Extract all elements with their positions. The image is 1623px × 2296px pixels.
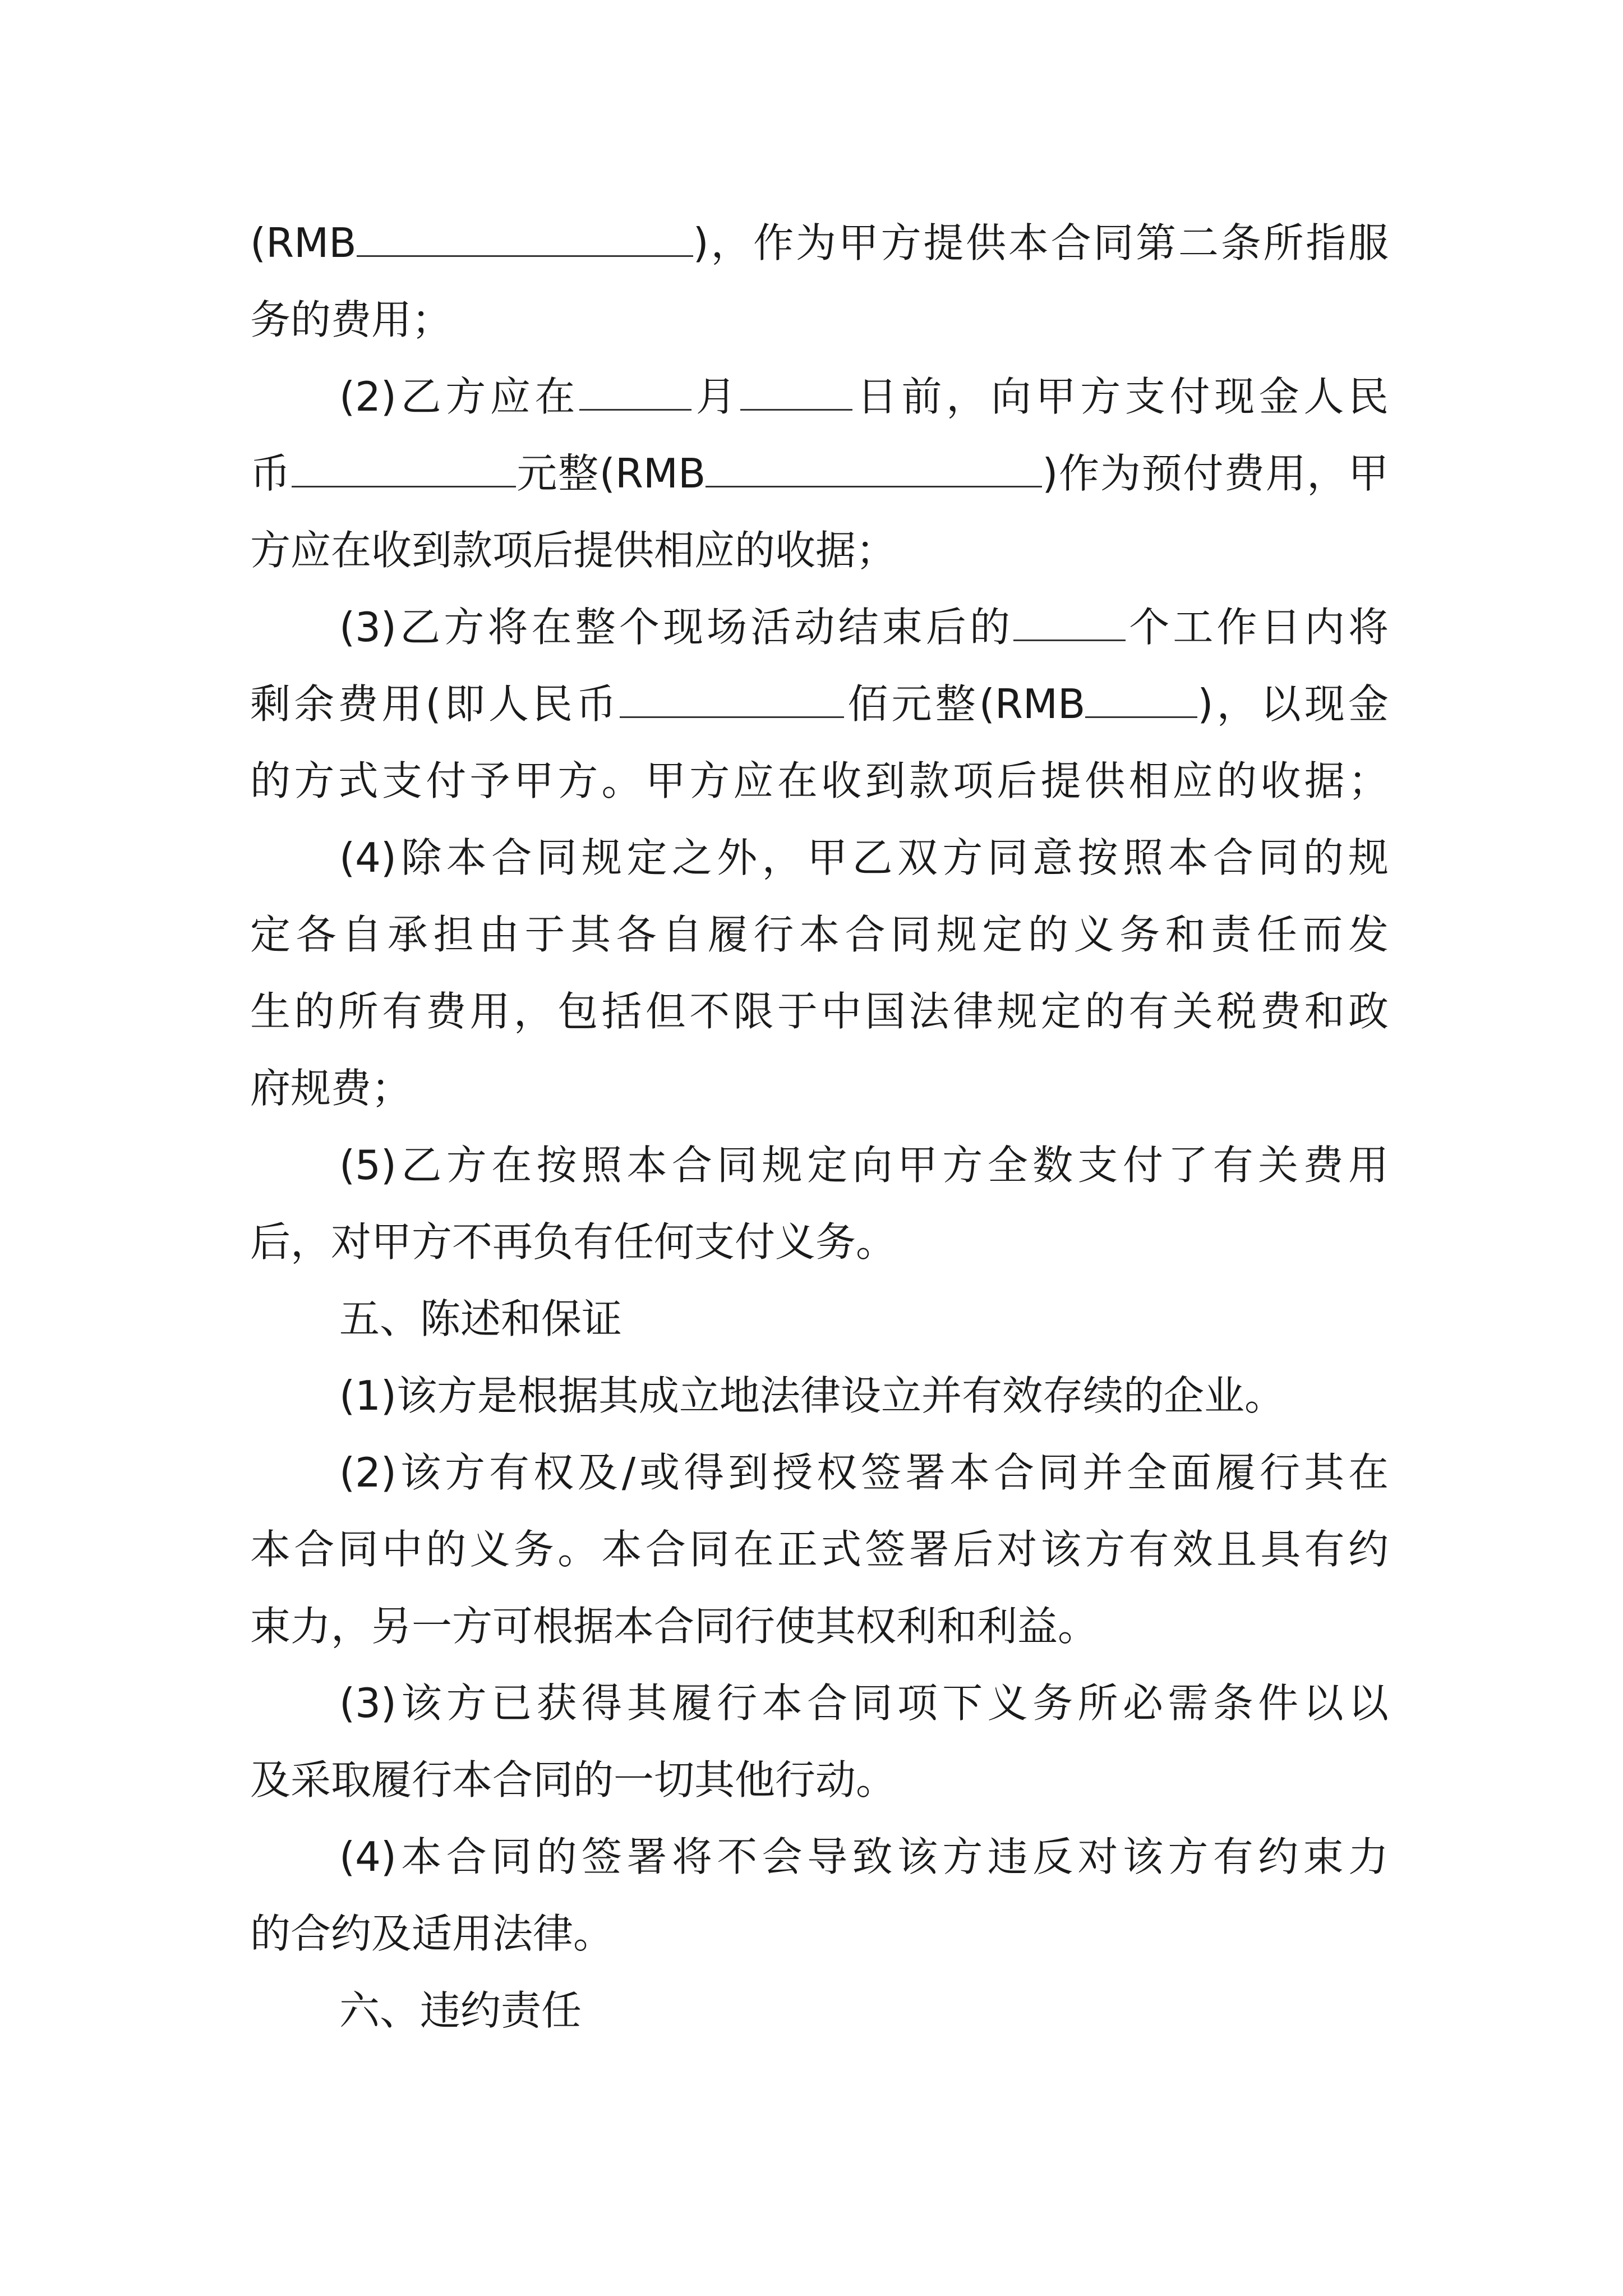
text-line-23: 的合约及适用法律。 — [250, 1910, 614, 1957]
text-line-22: (4)本合同的签署将不会导致该方违反对该方有约束力 — [339, 1833, 1389, 1880]
blank-underline — [292, 447, 516, 487]
text-line-17: (2)该方有权及/或得到授权签署本合同并全面履行其在 — [339, 1449, 1389, 1496]
text-line-3 — [339, 369, 1389, 425]
text-line-7 — [250, 676, 1389, 732]
text-line-21: 及采取履行本合同的一切其他行动。 — [250, 1756, 897, 1803]
text-line-1 — [250, 215, 1389, 271]
text-line-9: (4)除本合同规定之外，甲乙双方同意按照本合同的规 — [339, 834, 1389, 881]
text-segment: 剩余费用(即人民币 — [250, 680, 620, 728]
section-heading-5: 五、陈述和保证 — [339, 1295, 623, 1342]
text-line-6 — [339, 599, 1389, 655]
text-line-16: (1)该方是根据其成立地法律设立并有效存续的企业。 — [339, 1372, 1285, 1419]
text-line-18: 本合同中的义务。本合同在正式签署后对该方有效且具有约 — [250, 1526, 1389, 1573]
text-segment: (3)乙方将在整个现场活动结束后的 — [339, 604, 1014, 651]
text-line-13: (5)乙方在按照本合同规定向甲方全数支付了有关费用 — [339, 1142, 1389, 1189]
text-segment: (RMB — [250, 219, 357, 266]
blank-underline — [357, 216, 693, 257]
text-segment: )，作为甲方提供本合同第二条所指服 — [693, 219, 1389, 266]
blank-underline — [1013, 600, 1126, 641]
text-line-11: 生的所有费用，包括但不限于中国法律规定的有关税费和政 — [250, 988, 1389, 1035]
text-segment: )，以现金 — [1197, 680, 1389, 728]
text-line-8: 的方式支付予甲方。甲方应在收到款项后提供相应的收据； — [250, 757, 1389, 804]
text-segment: 月 — [691, 373, 741, 420]
blank-underline — [706, 447, 1042, 487]
section-heading-6: 六、违约责任 — [339, 1987, 582, 2034]
blank-underline — [1085, 677, 1197, 718]
text-line-20: (3)该方已获得其履行本合同项下义务所必需条件以以 — [339, 1680, 1389, 1727]
blank-underline — [579, 370, 691, 411]
text-segment: 元整(RMB — [515, 450, 706, 497]
text-line-19: 束力，另一方可根据本合同行使其权利和利益。 — [250, 1603, 1099, 1650]
text-line-12: 府规费； — [250, 1065, 412, 1112]
text-line-2: 务的费用； — [250, 296, 453, 343]
text-segment: 日前，向甲方支付现金人民 — [852, 373, 1389, 420]
text-segment: 佰元整(RMB — [844, 680, 1086, 728]
text-segment: (2)乙方应在 — [339, 373, 580, 420]
blank-underline — [620, 677, 844, 718]
text-segment: 个工作日内将 — [1126, 604, 1389, 651]
text-line-4 — [250, 445, 1389, 501]
text-segment: 币 — [250, 450, 292, 497]
text-line-14: 后，对甲方不再负有任何支付义务。 — [250, 1218, 897, 1266]
text-line-5: 方应在收到款项后提供相应的收据； — [250, 527, 897, 574]
text-segment: )作为预付费用，甲 — [1042, 450, 1389, 497]
blank-underline — [740, 370, 852, 411]
text-line-10: 定各自承担由于其各自履行本合同规定的义务和责任而发 — [250, 911, 1389, 958]
